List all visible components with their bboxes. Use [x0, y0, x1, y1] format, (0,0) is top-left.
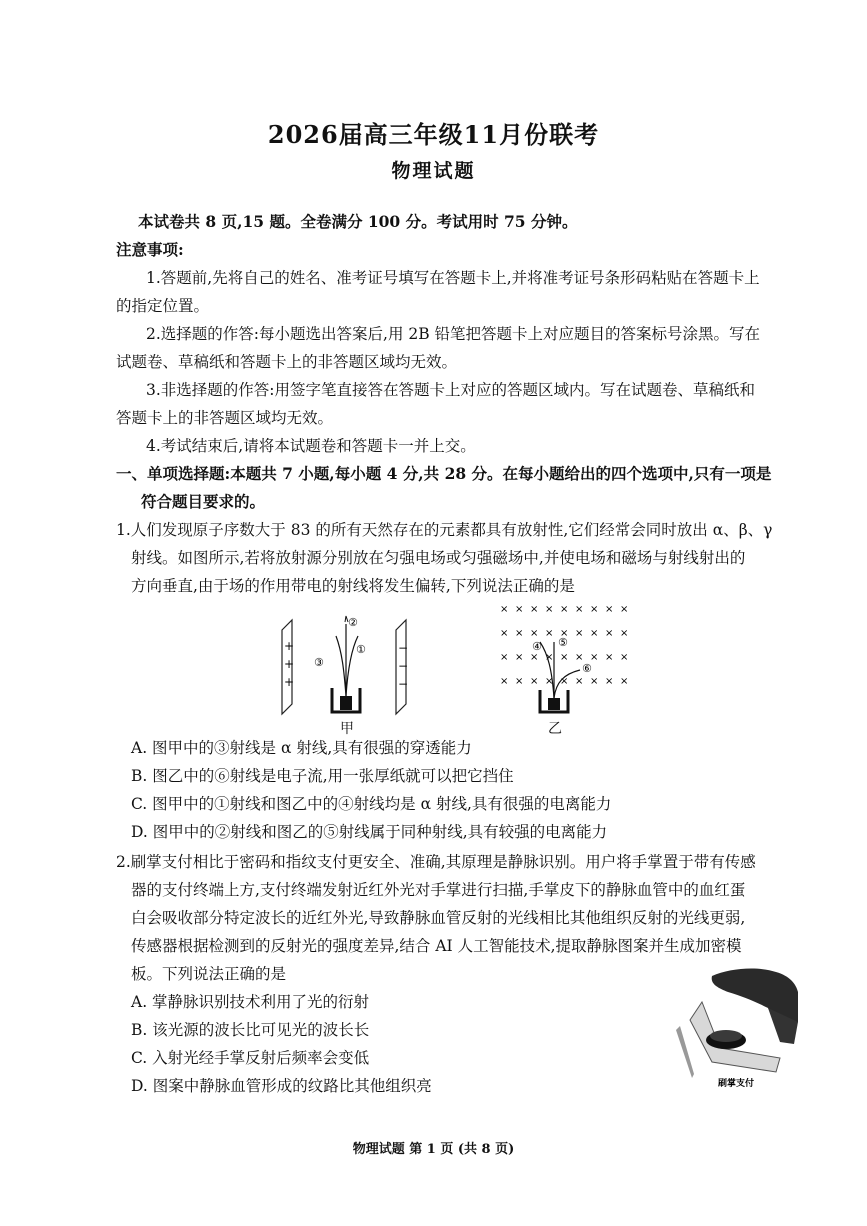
field-cross: ×	[590, 652, 599, 663]
field-cross: ×	[515, 628, 524, 639]
field-cross: ×	[620, 652, 629, 663]
plus-sign-2: +	[284, 657, 295, 671]
note-3-line-1: 3.非选择题的作答:用签字笔直接答在答题卡上对应的答题区域内。写在试题卷、草稿纸和	[146, 381, 756, 399]
q1-stem-line-3: 方向垂直,由于场的作用带电的射线将发生偏转,下列说法正确的是	[131, 577, 575, 595]
field-cross: ×	[620, 676, 629, 687]
note-4: 4.考试结束后,请将本试题卷和答题卡一并上交。	[146, 437, 476, 455]
exam-subject: 物理试题	[391, 160, 476, 182]
figure-magnetic-field	[494, 598, 644, 728]
field-cross: ×	[530, 628, 539, 639]
field-cross: ×	[530, 604, 539, 615]
notes-heading: 注意事项:	[116, 240, 184, 259]
q1-stem-line-2: 射线。如图所示,若将放射源分别放在匀强电场或匀强磁场中,并使电场和磁场与射线射出的	[131, 549, 746, 567]
q1-option-a: A. 图甲中的③射线是 α 射线,具有很强的穿透能力	[131, 739, 472, 757]
note-2-line-1: 2.选择题的作答:每小题选出答案后,用 2B 铅笔把答题卡上对应题目的答案标号涂黑。写在	[146, 325, 761, 343]
minus-sign-3: −	[398, 677, 409, 691]
q2-stem-line-1: 2.刷掌支付相比于密码和指纹支付更安全、准确,其原理是静脉识别。用户将手掌置于带有传感	[116, 853, 756, 871]
field-cross: ×	[605, 604, 614, 615]
ray-5-label: ⑤	[558, 636, 568, 649]
exam-title: 2026届高三年级11月份联考	[267, 120, 600, 149]
field-cross: ×	[575, 676, 584, 687]
note-1-line-1: 1.答题前,先将自己的姓名、准考证号填写在答题卡上,并将准考证号条形码粘贴在答题卡上	[146, 269, 760, 287]
ray-3-label: ③	[314, 656, 324, 669]
field-cross: ×	[530, 676, 539, 687]
field-cross: ×	[500, 652, 509, 663]
field-cross: ×	[605, 652, 614, 663]
q2-option-b: B. 该光源的波长比可见光的波长长	[131, 1021, 370, 1039]
q2-option-c: C. 入射光经手掌反射后频率会变低	[131, 1049, 370, 1067]
plus-sign-1: +	[284, 639, 295, 653]
palm-payment-photo	[672, 962, 807, 1090]
q2-option-a: A. 掌静脉识别技术利用了光的衍射	[131, 993, 370, 1011]
field-cross: ×	[545, 604, 554, 615]
page-footer: 物理试题 第 1 页 (共 8 页)	[352, 1142, 515, 1157]
q2-stem-line-5: 板。下列说法正确的是	[131, 965, 287, 983]
field-cross: ×	[515, 652, 524, 663]
ray-3-path	[336, 636, 346, 696]
field-cross: ×	[620, 604, 629, 615]
field-cross: ×	[560, 604, 569, 615]
plus-sign-3: +	[284, 675, 295, 689]
ray-2-label: ②	[348, 616, 358, 629]
q2-stem-line-4: 传感器根据检测到的反射光的强度差异,结合 AI 人工智能技术,提取静脉图案并生成加密模	[131, 937, 742, 955]
field-cross: ×	[515, 676, 524, 687]
field-cross: ×	[515, 604, 524, 615]
field-cross: ×	[620, 628, 629, 639]
section-1-heading-line-2: 符合题目要求的。	[141, 492, 266, 511]
field-cross: ×	[530, 652, 539, 663]
minus-sign-2: −	[398, 659, 409, 673]
q1-option-c: C. 图甲中的①射线和图乙中的④射线均是 α 射线,具有很强的电离能力	[131, 795, 612, 813]
figure-left-label: 甲	[340, 721, 354, 737]
field-cross: ×	[500, 628, 509, 639]
ray-6-label: ⑥	[582, 662, 592, 675]
ray-1-label: ①	[356, 643, 366, 656]
q1-option-d: D. 图甲中的②射线和图乙的⑤射线属于同种射线,具有较强的电离能力	[131, 823, 608, 841]
q1-stem-line-1: 1.人们发现原子序数大于 83 的所有天然存在的元素都具有放射性,它们经常会同时放出 α、β、γ	[116, 521, 773, 539]
field-cross: ×	[545, 652, 554, 663]
figure-electric-field	[272, 606, 432, 734]
q1-option-b: B. 图乙中的⑥射线是电子流,用一张厚纸就可以把它挡住	[131, 767, 514, 785]
q2-stem-line-2: 器的支付终端上方,支付终端发射近红外光对手掌进行扫描,手掌皮下的静脉血管中的血红蛋	[131, 881, 746, 899]
field-cross: ×	[590, 604, 599, 615]
field-cross: ×	[605, 628, 614, 639]
positive-plate	[282, 620, 294, 714]
ray-4-label: ④	[532, 640, 542, 653]
field-cross: ×	[590, 628, 599, 639]
field-cross: ×	[500, 604, 509, 615]
field-cross: ×	[590, 676, 599, 687]
photo-caption: 刷掌支付	[717, 1079, 755, 1089]
note-1-line-2: 的指定位置。	[116, 297, 210, 315]
field-cross: ×	[575, 604, 584, 615]
negative-plate	[396, 620, 408, 714]
q2-option-d: D. 图案中静脉血管形成的纹路比其他组织亮	[131, 1077, 432, 1095]
field-cross: ×	[575, 628, 584, 639]
q2-stem-line-3: 白会吸收部分特定波长的近红外光,导致静脉血管反射的光线相比其他组织反射的光线更弱,	[131, 909, 746, 927]
exam-summary: 本试卷共 8 页,15 题。全卷满分 100 分。考试用时 75 分钟。	[138, 212, 578, 231]
figure-right-label: 乙	[548, 721, 562, 737]
minus-sign-1: −	[398, 641, 409, 655]
field-cross: ×	[545, 676, 554, 687]
note-3-line-2: 答题卡上的非答题区域均无效。	[116, 409, 334, 427]
section-1-heading-line-1: 一、单项选择题:本题共 7 小题,每小题 4 分,共 28 分。在每小题给出的四个选项中,只有一项是	[116, 464, 772, 483]
field-cross: ×	[575, 652, 584, 663]
note-2-line-2: 试题卷、草稿纸和答题卡上的非答题区域均无效。	[116, 353, 458, 371]
ray-4-path	[540, 642, 554, 698]
field-cross: ×	[605, 676, 614, 687]
field-cross: ×	[545, 628, 554, 639]
field-cross: ×	[560, 652, 569, 663]
field-cross: ×	[560, 628, 569, 639]
field-cross: ×	[500, 676, 509, 687]
field-cross: ×	[560, 676, 569, 687]
